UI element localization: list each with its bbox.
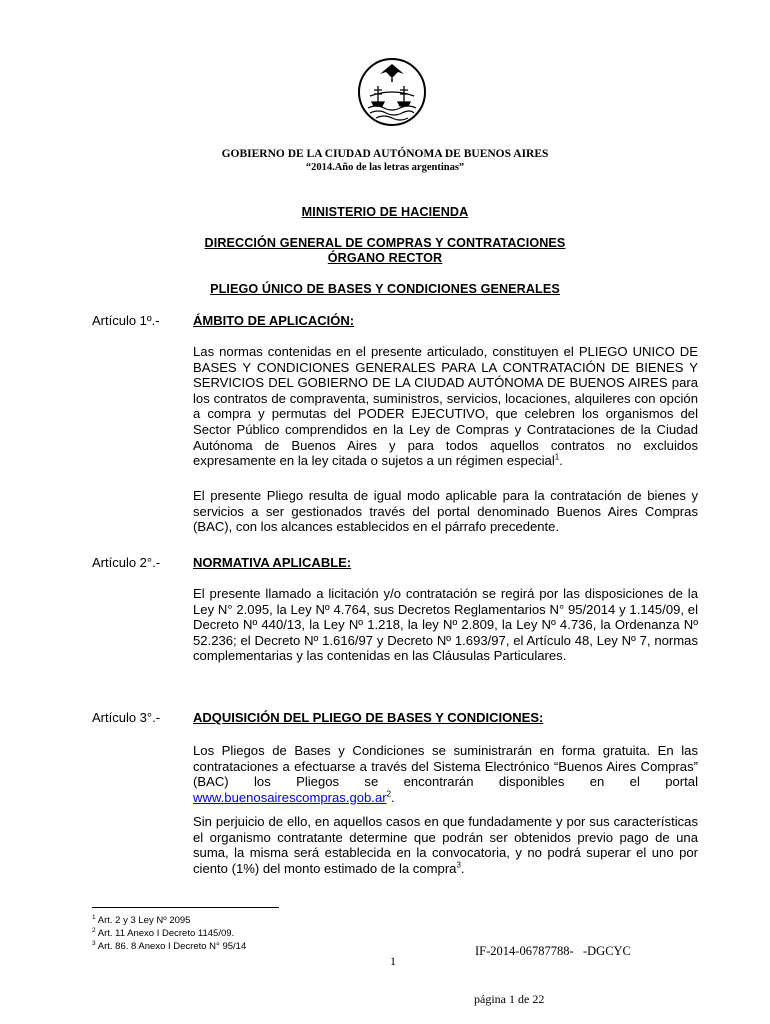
article-1-paragraph-2: El presente Pliego resulta de igual modo aplicable para la contratación de bienes y servicios a ser gestionados través del portal denominado Buenos Aires Compras (BAC), con los alcances establecidos en el párrafo precedente. bbox=[193, 488, 698, 535]
footnote-divider bbox=[92, 907, 279, 908]
article-3-title: ADQUISICIÓN DEL PLIEGO DE BASES Y CONDICIONES: bbox=[193, 710, 544, 725]
footnote-1: $^1$ Art. 2 y 3 Ley Nº 2095 bbox=[92, 914, 191, 927]
article-3-paragraph-1: Los Pliegos de Bases y Condiciones se suministrarán en forma gratuita. En las contrataciones a efectuarse a través del Sistema Electrónico “Buenos Aires Compras” (BAC) los Pliegos se encontrarán disponibles en el portal $www.buenosairescompras.gob.ar^2$. bbox=[193, 743, 698, 805]
portal-link[interactable]: www.buenosairescompras.gob.ar bbox=[193, 789, 387, 805]
organ-title: ÓRGANO RECTOR bbox=[327, 251, 443, 265]
article-2-paragraph-1: El presente llamado a licitación y/o contratación se regirá por las disposiciones de la Ley N° 2.095, la Ley Nº 4.764, sus Decretos Reglamentarios N° 95/2014 y 1.145/09, el Decreto Nº 440/13, la Ley Nº 1.218, la ley Nº 2.809, la Ley Nº 4.736, la Ordenanza Nº 52.236; el Decreto Nº 1.616/97 y Decreto Nº 1.693/97, el Artículo 48, Ley Nº 7, normas complementarias y las contenidas en las Cláusulas Particulares. bbox=[193, 586, 698, 664]
article-1-paragraph-1: Las normas contenidas en el presente articulado, constituyen el PLIEGO UNICO DE BASES Y CONDICIONES GENERALES PARA LA CONTRATACIÓN DE BIENES Y SERVICIOS DEL GOBIERNO DE LA CIUDAD AUTÓNOMA DE BUENOS AIRES para los contratos de compraventa, suministros, servicios, locaciones, alquileres con opción a compra y permutas del PODER EJECUTIVO, que celebren los organismos del Sector Público comprendidos en la Ley de Compras y Contrataciones de la Ciudad Autónoma de Buenos Aires y para todos aquellos contratos no excluidos expresamente en la ley citada o sujetos a un régimen especial$^1$. bbox=[193, 344, 698, 469]
article-1-title: ÁMBITO DE APLICACIÓN: bbox=[193, 313, 355, 328]
government-heading: GOBIERNO DE LA CIUDAD AUTÓNOMA DE BUENOS AIRES bbox=[221, 148, 549, 160]
document-id: IF-2014-06787788- -DGCYC bbox=[475, 944, 631, 958]
year-motto: “2014.Año de las letras argentinas” bbox=[305, 162, 465, 173]
article-3-paragraph-2: Sin perjuicio de ello, en aquellos casos en que fundadamente y por sus características el organismo contratante determine que podrán ser obtenidos previo pago de una suma, la misma será establecida en la convocatoria, y no podrá superar el uno por ciento (1%) del monto estimado de la compra$^3$. bbox=[193, 814, 698, 876]
footnote-3: $^3$ Art. 86. 8 Anexo I Decreto N° 95/14 bbox=[92, 940, 247, 953]
footnote-2: $^2$ Art. 11 Anexo I Decreto 1145/09. bbox=[92, 927, 235, 940]
city-coat-of-arms-logo bbox=[356, 56, 428, 128]
article-1-label: Artículo 1º.- bbox=[92, 313, 160, 328]
document-title: PLIEGO ÚNICO DE BASES Y CONDICIONES GENERALES bbox=[210, 282, 560, 296]
article-3-label: Artículo 3°.- bbox=[92, 710, 161, 725]
page-number: 1 bbox=[390, 954, 396, 968]
article-2-title: NORMATIVA APLICABLE: bbox=[193, 555, 352, 570]
ministry-title: MINISTERIO DE HACIENDA bbox=[301, 205, 469, 219]
article-2-label: Artículo 2°.- bbox=[92, 555, 161, 570]
page-of-indicator: página 1 de 22 bbox=[474, 992, 545, 1006]
direction-title: DIRECCIÓN GENERAL DE COMPRAS Y CONTRATACIONES bbox=[204, 236, 566, 250]
